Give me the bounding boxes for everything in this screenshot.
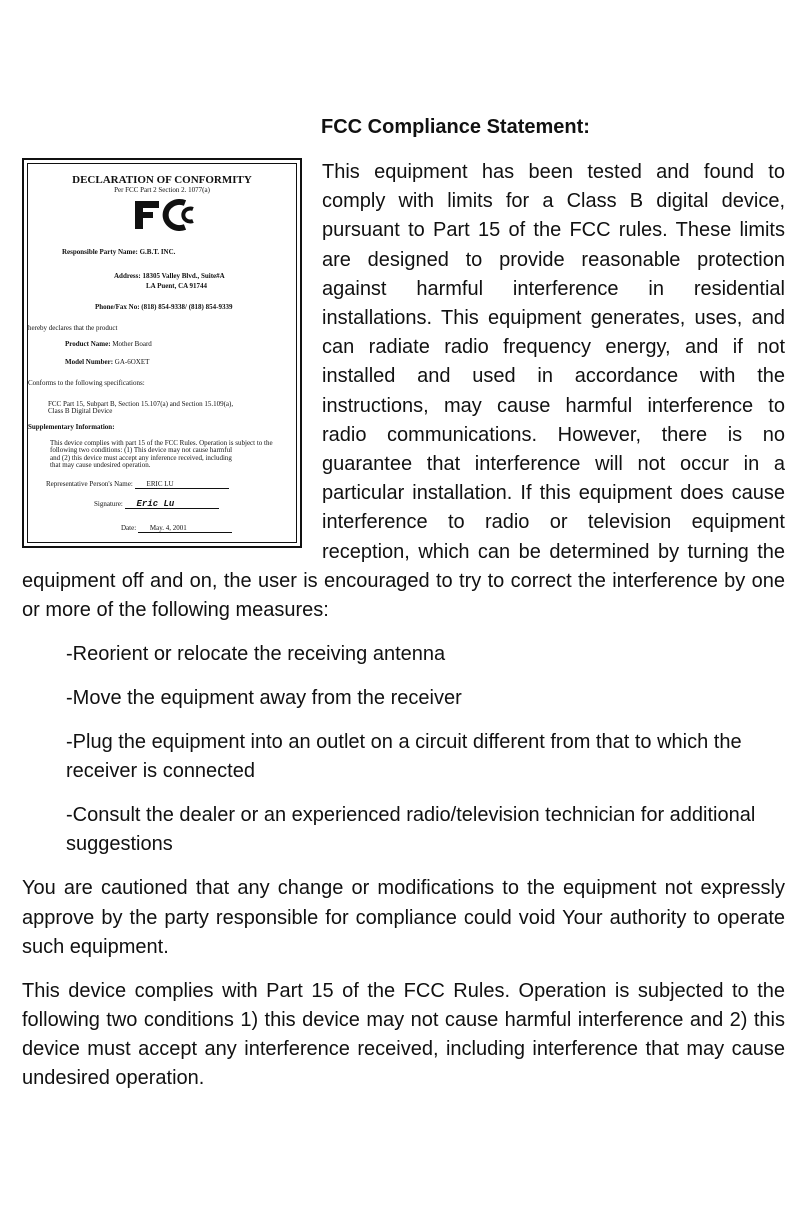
- intro-paragraph: This equipment has been tested and found to comply with limits for a Class B digital device, pursuant to Part 15 of the FCC rules. These limits are designed to provide reasonable protection against harmful interference in residential installations. This equipment generates, uses, and can radiate radio frequency energy, and if not installed and used in accordance with the instructions, may cause harmful interference to radio communications. However, there is no guarantee that interference will not occur in a particular installation. If this equipment does cause interference to radio or television equipment reception, which can be determined by turning the equipment off and on, the user is encouraged to try to correct the interference by one or more of the following measures:: [22, 161, 785, 622]
- model-number-value: GA-6OXET: [114, 358, 150, 366]
- supp-line-2: following two conditions: (1) This device may not cause harmful: [50, 446, 233, 454]
- declaration-subtitle: Per FCC Part 2 Section 2. 1077(a): [114, 186, 210, 194]
- declaration-title: DECLARATION OF CONFORMITY: [72, 174, 252, 186]
- measures-list: [22, 640, 785, 860]
- address-line-2: LA Puent, CA 91744: [146, 282, 208, 290]
- signature-label: Signature:: [94, 500, 123, 508]
- model-number-row: [65, 358, 149, 366]
- measure-item: -Plug the equipment into an outlet on a circuit different from that to which the receiver is connected: [66, 731, 742, 783]
- document-body: [22, 158, 785, 1108]
- phone-fax: Phone/Fax No: (818) 854-9338/ (818) 854-9339: [95, 303, 233, 311]
- product-name-row: [65, 340, 152, 348]
- spec-line-1: FCC Part 15, Subpart B, Section 15.107(a) and Section 15.109(a),: [48, 400, 234, 408]
- declaration-of-conformity-image: [22, 158, 302, 548]
- fcc-logo-icon: [133, 198, 203, 232]
- date-value: May. 4, 2001: [138, 524, 232, 533]
- conforms-text: Conforms to the following specifications:: [28, 379, 145, 387]
- date-row: [121, 524, 232, 533]
- supp-line-4: that may cause undesired operation.: [50, 461, 151, 469]
- measure-item: -Move the equipment away from the receiver: [66, 687, 462, 710]
- measure-item: -Reorient or relocate the receiving antenna: [66, 643, 446, 666]
- model-number-label: Model Number:: [65, 358, 114, 366]
- representative-label: Representative Person's Name:: [46, 480, 133, 488]
- supp-line-3: and (2) this device must accept any inference received, including: [50, 454, 232, 462]
- representative-value: ERIC LU: [135, 480, 229, 489]
- compliance-paragraph: This device complies with Part 15 of the FCC Rules. Operation is subjected to the following two conditions 1) this device may not cause harmful interference and 2) this device must accept any interference received, including interference that may cause undesired operation.: [22, 979, 785, 1090]
- product-name-label: Product Name:: [65, 340, 111, 348]
- date-label: Date:: [121, 524, 137, 532]
- representative-row: [46, 480, 229, 489]
- responsible-party: Responsible Party Name: G.B.T. INC.: [62, 248, 176, 256]
- supp-line-1: This device complies with part 15 of the FCC Rules. Operation is subject to the: [50, 439, 273, 447]
- caution-paragraph: You are cautioned that any change or modifications to the equipment not expressly approve by the party responsible for compliance could void Your authority to operate such equipment.: [22, 877, 785, 958]
- supplementary-label: Supplementary Information:: [28, 423, 115, 431]
- declares-text: hereby declares that the product: [28, 324, 118, 332]
- spec-line-2: Class B Digital Device: [48, 407, 113, 415]
- measure-item: -Consult the dealer or an experienced radio/television technician for additional suggestions: [66, 804, 756, 856]
- declaration-inner-frame: [27, 163, 297, 543]
- signature-value: Eric Lu: [125, 500, 219, 509]
- address-line-1: Address: 18305 Valley Blvd., Suite#A: [114, 272, 225, 280]
- page-heading: FCC Compliance Statement:: [321, 116, 590, 138]
- product-name-value: Mother Board: [112, 340, 152, 348]
- signature-row: [94, 500, 219, 509]
